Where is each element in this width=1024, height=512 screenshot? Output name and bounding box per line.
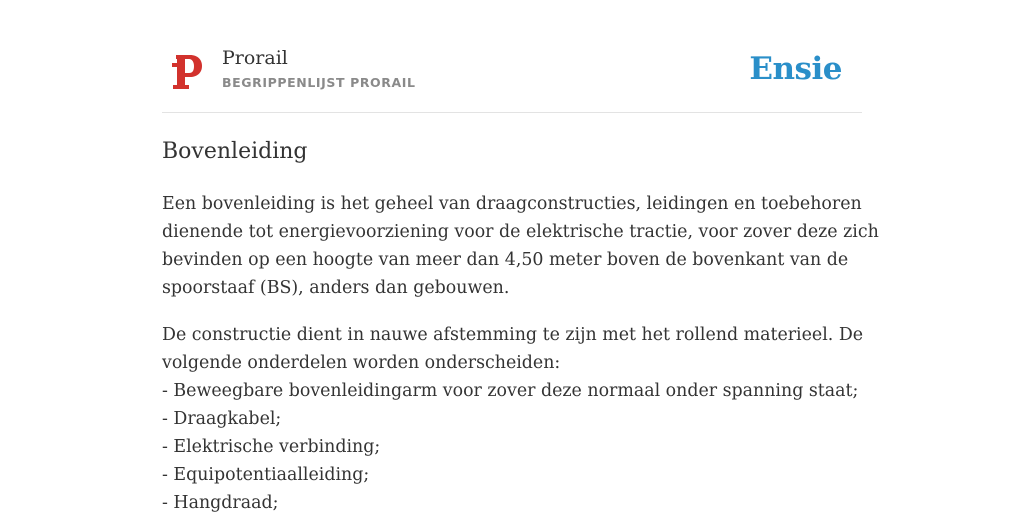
list-item: - Elektrische verbinding; [162, 437, 381, 457]
paragraph-line: Een bovenleiding is het geheel van draagconstructies, leidingen en toebehoren [162, 194, 862, 214]
paragraph-line: bevinden op een hoogte van meer dan 4,50 meter boven de bovenkant van de [162, 250, 849, 270]
list-item: - Beweegbare bovenleidingarm voor zover deze normaal onder spanning staat; [162, 381, 859, 401]
paragraph-definition [162, 190, 879, 302]
source-subtitle[interactable]: BEGRIPPENLIJST PRORAIL [222, 75, 416, 90]
list-item: - Draagkabel; [162, 409, 282, 429]
paragraph-components [162, 321, 866, 512]
list-item: - Hangdraad; [162, 493, 279, 512]
paragraph-line: volgende onderdelen worden onderscheiden: [162, 353, 561, 373]
page-container [162, 0, 879, 512]
ensie-logo[interactable]: Ensie [749, 51, 842, 87]
paragraph-line: De constructie dient in nauwe afstemming te zijn met het rollend materieel. De [162, 325, 864, 345]
prorail-logo[interactable] [170, 53, 204, 91]
header [162, 0, 862, 113]
page-title: Bovenleiding [162, 139, 308, 164]
article-content [162, 190, 879, 512]
source-title[interactable]: Prorail [222, 47, 288, 69]
paragraph-line: dienende tot energievoorziening voor de elektrische tractie, voor zover deze zich [162, 222, 879, 242]
list-item: - Equipotentiaalleiding; [162, 465, 370, 485]
paragraph-line: spoorstaaf (BS), anders dan gebouwen. [162, 278, 510, 298]
